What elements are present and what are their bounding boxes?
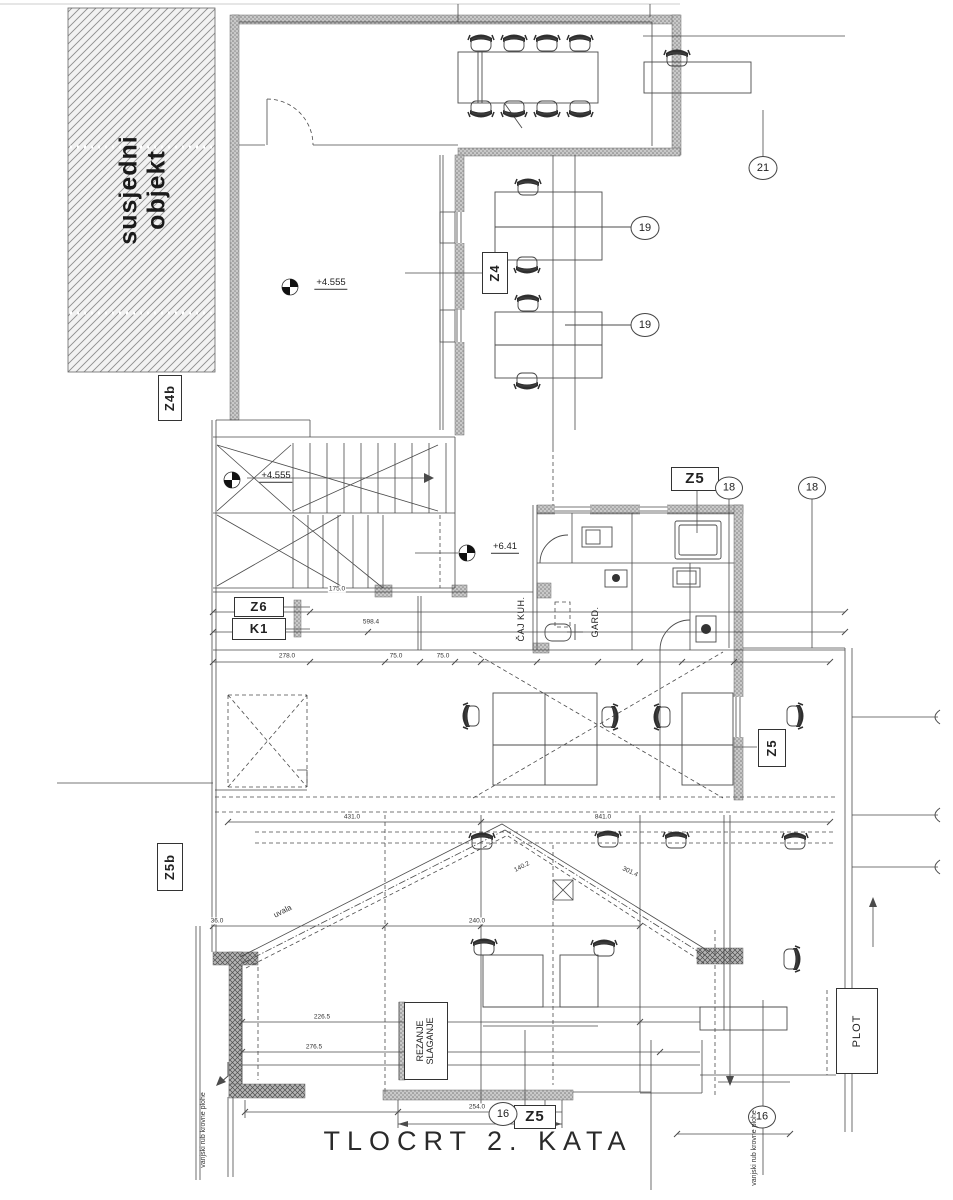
chair-icon <box>654 704 671 730</box>
wall-tag-z4: Z4 <box>482 252 508 294</box>
desk <box>483 955 543 1007</box>
desk <box>644 62 751 93</box>
callout-19: 19 <box>631 313 660 337</box>
elevation-stair: +4.555 <box>259 471 292 483</box>
toilet <box>545 624 571 641</box>
chair-icon <box>514 257 540 274</box>
dimension-label: 226.5 <box>313 1013 331 1021</box>
room-label-tea-kitchen: ČAJ KUH. <box>516 596 527 642</box>
desk <box>682 693 733 785</box>
chair-icon <box>567 101 593 118</box>
door-swing <box>540 535 690 650</box>
callout-21: 21 <box>749 156 778 180</box>
dimension-label: 598.4 <box>362 618 380 626</box>
shower <box>675 521 721 559</box>
note-roof-edge-left: vanjski rub krovne plohe <box>200 1092 208 1168</box>
callout-18: 18 <box>715 477 743 500</box>
wall-tag-z6: Z6 <box>234 597 284 617</box>
dimension-label: 431.0 <box>343 813 361 821</box>
dimension-label: 841.0 <box>594 813 612 821</box>
chair-icon <box>787 703 804 729</box>
dimension-label: 276.5 <box>305 1043 323 1051</box>
neighbor-building-label: susjedni objekt <box>114 135 170 245</box>
callout-16: 16 <box>489 1102 518 1126</box>
chair-icon <box>591 940 617 957</box>
dimension-label: 75.0 <box>389 652 403 660</box>
elevation-landing: +6.41 <box>491 542 519 554</box>
wall-tag-z5-bottom: Z5 <box>514 1105 556 1129</box>
chair-icon <box>469 833 495 850</box>
desk <box>700 1007 787 1030</box>
dimension-label: 175.0 <box>328 585 346 593</box>
dimension-label: 278.0 <box>278 652 296 660</box>
desk <box>495 192 602 260</box>
chair-icon <box>514 373 540 390</box>
chair-icon <box>782 833 808 850</box>
dimension-label: 301.4 <box>621 865 639 879</box>
drawing-title: TLOCRT 2. KATA <box>323 1126 633 1157</box>
room-label-cutting: REZANJE SLAGANJE <box>404 1002 448 1080</box>
benchmark-icon <box>224 472 240 488</box>
room-label-plot: PLOT <box>836 988 878 1074</box>
note-roof-edge-right: vanjski rub krovne plohe <box>751 1110 759 1186</box>
chair-icon <box>468 101 494 118</box>
dimension-label: 254.0 <box>468 1103 486 1111</box>
wall-tag-z5b: Z5b <box>157 843 183 891</box>
conference-table <box>458 52 598 103</box>
chair-icon <box>515 295 541 312</box>
room-label-wardrobe: GARD. <box>590 606 601 638</box>
callout-18: 18 <box>798 477 826 500</box>
chair-icon <box>534 35 560 52</box>
chair-icon <box>663 832 689 849</box>
chair-icon <box>595 831 621 848</box>
elevation-office: +4.555 <box>314 278 347 290</box>
wall-tag-z5-top: Z5 <box>671 467 719 491</box>
benchmark-icon <box>459 545 475 561</box>
chair-icon <box>501 101 527 118</box>
walls <box>213 15 743 1100</box>
wall-tag-z5-mid: Z5 <box>758 729 786 767</box>
chair-icon <box>471 939 497 956</box>
dimension-label: 75.0 <box>436 652 450 660</box>
wall-tag-z4b: Z4b <box>158 375 182 421</box>
chair-icon <box>534 101 560 118</box>
chair-icon <box>463 703 480 729</box>
benchmark-icon <box>282 279 298 295</box>
callout-16: 16 <box>748 1106 776 1129</box>
chair-icon <box>784 946 801 972</box>
chair-icon <box>515 179 541 196</box>
staircase <box>213 437 455 588</box>
roof-valley-label: uvala <box>272 902 294 920</box>
dimension-label: 240.0 <box>468 917 486 925</box>
dimension-marks <box>210 609 940 1137</box>
desk <box>560 955 598 1007</box>
callout-19: 19 <box>631 216 660 240</box>
dimension-label: 140.2 <box>513 860 531 874</box>
chair-icon <box>468 35 494 52</box>
dimension-label: 36.0 <box>210 917 224 925</box>
chair-icon <box>567 35 593 52</box>
chair-icon <box>501 35 527 52</box>
chair-icon <box>602 704 619 730</box>
wall-tag-k1: K1 <box>232 618 286 640</box>
